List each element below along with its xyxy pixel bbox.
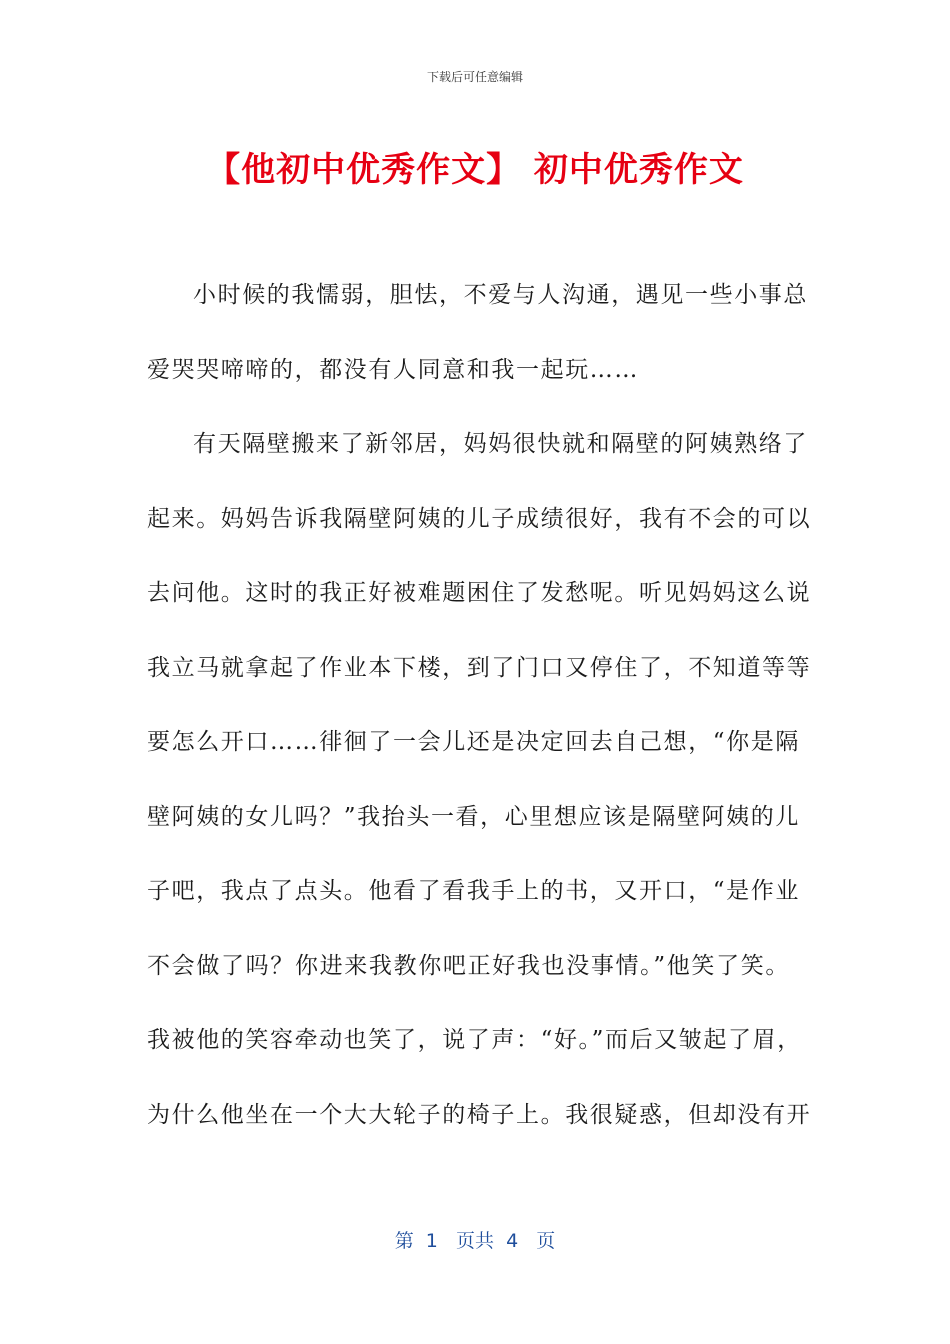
essay-body [147,258,812,1152]
text-line: 我立马就拿起了作业本下楼，到了门口又停住了，不知道等等 [147,654,812,681]
text-line: 我被他的笑容牵动也笑了，说了声：“好。”而后又皱起了眉， [147,1027,802,1053]
text-line: 子吧，我点了点头。他看了看我手上的书，又开口，“是作业 [147,878,800,904]
text-line: 爱哭哭啼啼的，都没有人同意和我一起玩…… [147,356,639,383]
page-number-footer: 第 1 页共 4 页 [394,1230,556,1252]
text-line: 壁阿姨的女儿吗？”我抬头一看，心里想应该是隔壁阿姨的儿 [147,803,800,830]
text-line: 小时候的我懦弱，胆怯，不爱与人沟通，遇见一些小事总 [193,282,808,308]
text-line: 不会做了吗？你进来我教你吧正好我也没事情。”他笑了笑。 [147,952,790,979]
text-line: 要怎么开口……徘徊了一会儿还是决定回去自己想，“你是隔 [147,729,800,755]
page-header-note: 下载后可任意编辑 [426,70,523,84]
text-line: 为什么他坐在一个大大轮子的椅子上。我很疑惑，但却没有开 [147,1101,812,1128]
text-line: 起来。妈妈告诉我隔壁阿姨的儿子成绩很好，我有不会的可以 [147,505,812,532]
text-line: 有天隔壁搬来了新邻居，妈妈很快就和隔壁的阿姨熟络了 [193,431,808,457]
document-title: 【他初中优秀作文】 初中优秀作文 [206,150,744,190]
text-line: 去问他。这时的我正好被难题困住了发愁呢。听见妈妈这么说 [147,580,812,606]
